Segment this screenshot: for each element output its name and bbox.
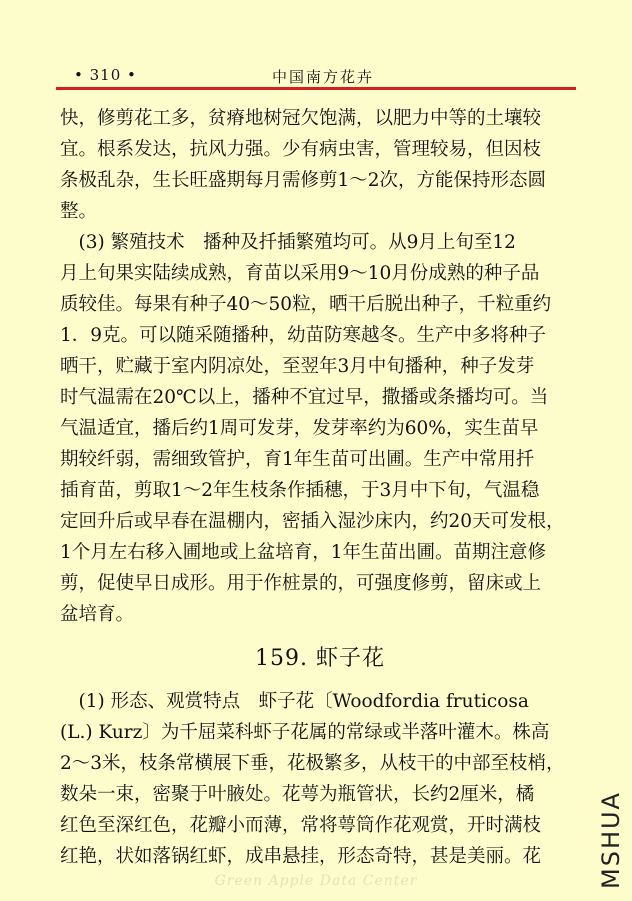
text-line: 2～3米，枝条常横展下垂，花极繁多，从枝干的中部至枝梢， — [60, 753, 565, 774]
text-line: 宜。根系发达，抗风力强。少有病虫害，管理较易，但因枝 — [60, 139, 542, 160]
book-title: 中国南方花卉 — [272, 68, 375, 86]
text-line: 红艳，状如落锅红虾，成串悬挂，形态奇特，甚是美丽。花 — [60, 846, 542, 867]
text-line: 定回升后或早春在温棚内，密插入湿沙床内，约20天可发根， — [60, 511, 565, 532]
text-line: 红色至深红色，花瓣小而薄，常将萼筒作花观赏，开时满枝 — [60, 815, 542, 836]
text-line: (3) 繁殖技术 播种及扦插繁殖均可。从9月上旬至12 — [60, 232, 516, 253]
text-line: 盆培育。 — [60, 604, 135, 625]
text-line: 数朵一束，密聚于叶腋处。花萼为瓶管状，长约2厘米，橘 — [60, 784, 535, 805]
text-line: 时气温需在20℃以上，播种不宜过早，撒播或条播均可。当 — [60, 387, 549, 408]
text-line: 1．9克。可以随采随播种，幼苗防寒越冬。生产中多将种子 — [60, 325, 547, 346]
text-line: 晒干，贮藏于室内阴凉处，至翌年3月中旬播种，种子发芽 — [60, 356, 535, 377]
text-line: 1个月左右移入圃地或上盆培育，1年生苗出圃。苗期注意修 — [60, 542, 547, 563]
text-line: 快，修剪花工多，贫瘠地树冠欠饱满，以肥力中等的土壤较 — [60, 108, 542, 129]
page-header — [74, 66, 574, 84]
text-line: 条极乱杂，生长旺盛期每月需修剪1～2次，方能保持形态圆 — [60, 170, 547, 191]
text-line: 气温适宜，播后约1周可发芽，发芽率约为60%，实生苗早 — [60, 418, 539, 439]
text-line: 月上旬果实陆续成熟，育苗以采用9～10月份成熟的种子品 — [60, 263, 540, 284]
side-watermark — [594, 790, 628, 890]
side-watermark-text: MSHUA — [597, 791, 626, 889]
text-line: 期较纤弱，需细致管护，育1年生苗可出圃。生产中常用扦 — [60, 449, 535, 470]
text-line: 插育苗，剪取1～2年生枝条作插穗，于3月中下旬，气温稳 — [60, 480, 540, 501]
text-line: 剪，促使早日成形。用于作桩景的，可强度修剪，留床或上 — [60, 573, 542, 594]
text-line: 整。 — [60, 201, 98, 222]
section-heading: 159. 虾子花 — [255, 646, 385, 671]
watermark: Green Apple Data Center — [214, 873, 418, 889]
header-rule — [56, 87, 576, 90]
page-number: • 310 • — [74, 66, 137, 84]
text-line: 质较佳。每果有种子40～50粒，晒干后脱出种子，千粒重约 — [60, 294, 552, 315]
text-line: (L.) Kurz〕为千屈菜科虾子花属的常绿或半落叶灌木。株高 — [60, 722, 550, 743]
page-body — [60, 103, 580, 872]
text-line: (1) 形态、观赏特点 虾子花〔Woodfordia fruticosa — [60, 691, 529, 712]
